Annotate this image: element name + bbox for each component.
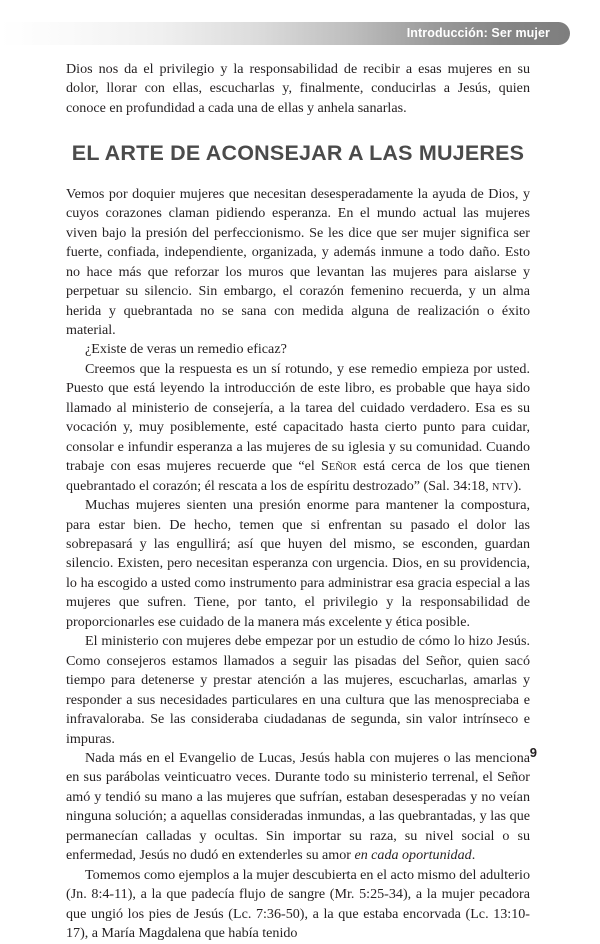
paragraph-5-text-a: Nada más en el Evangelio de Lucas, Jesús habla con mujeres o las menciona en sus parábolas veinticuatro veces. Durante todo su ministerio terrenal, el Señor amó y tendió su mano a las mujeres que sufrían, estaban desesperadas y no veían ninguna solución; a aquellas consideradas inmundas, a las quebrantadas, y las que permanecían calladas y ocultas. Sin importar su raza, su nivel social o su enfermedad, Jesús no dudó en extenderles su amor	[66, 750, 530, 864]
paragraph-2-text-b: está cerca de los que tienen quebrantado el corazón; él rescata a los de espíritu destrozado” (Sal. 34:18,	[66, 458, 530, 494]
page-title: EL ARTE DE ACONSEJAR A LAS MUJERES	[71, 141, 525, 166]
text-column	[66, 60, 530, 944]
title-spacer-bottom	[66, 165, 530, 185]
paragraph-intro: Dios nos da el privilegio y la responsabilidad de recibir a esas mujeres en su dolor, llorar con ellas, escucharlas y, finalmente, conducirlas a Jesús, quien conoce en profundidad a cada una de ellas y anhela sanarlas.	[66, 61, 530, 116]
running-head	[0, 22, 570, 45]
title-spacer-top	[66, 118, 530, 143]
paragraph-1: Vemos por doquier mujeres que necesitan desesperadamente la ayuda de Dios, y cuyos corazones claman pidiendo esperanza. En el mundo actual las mujeres viven bajo la presión del perfeccionismo. Se les dice que ser mujer significa ser fuerte, confiada, independiente, organizada, y además inmune a todo daño. Esto no hace más que reforzar los muros que levantan las mujeres para aislarse y perpetuar su silencio. Sin embargo, el corazón femenino recuerda, y un alma herida y quebrantada no se sana con medida alguna de realización o éxito material.	[66, 185, 530, 339]
paragraph-2-text-c: ).	[513, 477, 522, 494]
bible-version-smallcaps: ntv	[492, 477, 514, 494]
paragraph-5-text-b: .	[471, 847, 476, 864]
paragraph-4: El ministerio con mujeres debe empezar por un estudio de cómo lo hizo Jesús. Como consejeros estamos llamados a seguir las pisadas del Señor, quien sacó tiempo para detenerse y prestar atención a las mujeres, escucharlas, amarlas y responder a sus necesidades particulares en una cultura que las menospreciaba e infravaloraba. Se las consideraba ciudadanas de segunda, sin valor intrínseco e impuras.	[66, 633, 530, 747]
emphasis-phrase: en cada oportunidad	[354, 847, 472, 864]
paragraph-3: Muchas mujeres sienten una presión enorme para mantener la compostura, para estar bien. De hecho, temen que si enfrentan su pasado el dolor las sobrepasará y las engullirá; así que huyen del mismo, se esconden, guardan silencio. Existen, pero necesitan esperanza con urgencia. Dios, en su providencia, lo ha escogido a usted como instrumento para administrar esa gracia especial a las mujeres que sufren. Tiene, por tanto, el privilegio y la responsabilidad de proporcionarles ese cuidado de la manera más excelente y ética posible.	[66, 497, 530, 630]
paragraph-2-text-a: Creemos que la respuesta es un sí rotundo, y ese remedio empieza por usted. Puesto que está leyendo la introducción de este libro, es probable que haya sido llamado al ministerio de consejería, a la tarea del cuidado verdadero. Esa es su vocación y, muy posiblemente, esté capacitado hasta cierto punto para cuidar, consolar e infundir esperanza a las mujeres de su iglesia y su comunidad. Cuando trabaje con esas mujeres recuerde que “el	[66, 360, 530, 475]
paragraph-6: Tomemos como ejemplos a la mujer descubierta en el acto mismo del adulterio (Jn. 8:4-11), a la que padecía flujo de sangre (Mr. 5:25-34), a la mujer pecadora que ungió los pies de Jesús (Lc. 7:36-50), a la que estaba encorvada (Lc. 13:10-17), a María Magdalena que había tenido	[66, 866, 530, 942]
divine-name-smallcaps: Señor	[320, 458, 358, 475]
page-number: 9	[529, 745, 537, 760]
running-head-label: Introducción: Ser mujer	[406, 26, 550, 40]
paragraph-5	[66, 749, 530, 866]
paragraph-question: ¿Existe de veras un remedio eficaz?	[85, 341, 287, 358]
paragraph-2	[66, 360, 530, 496]
